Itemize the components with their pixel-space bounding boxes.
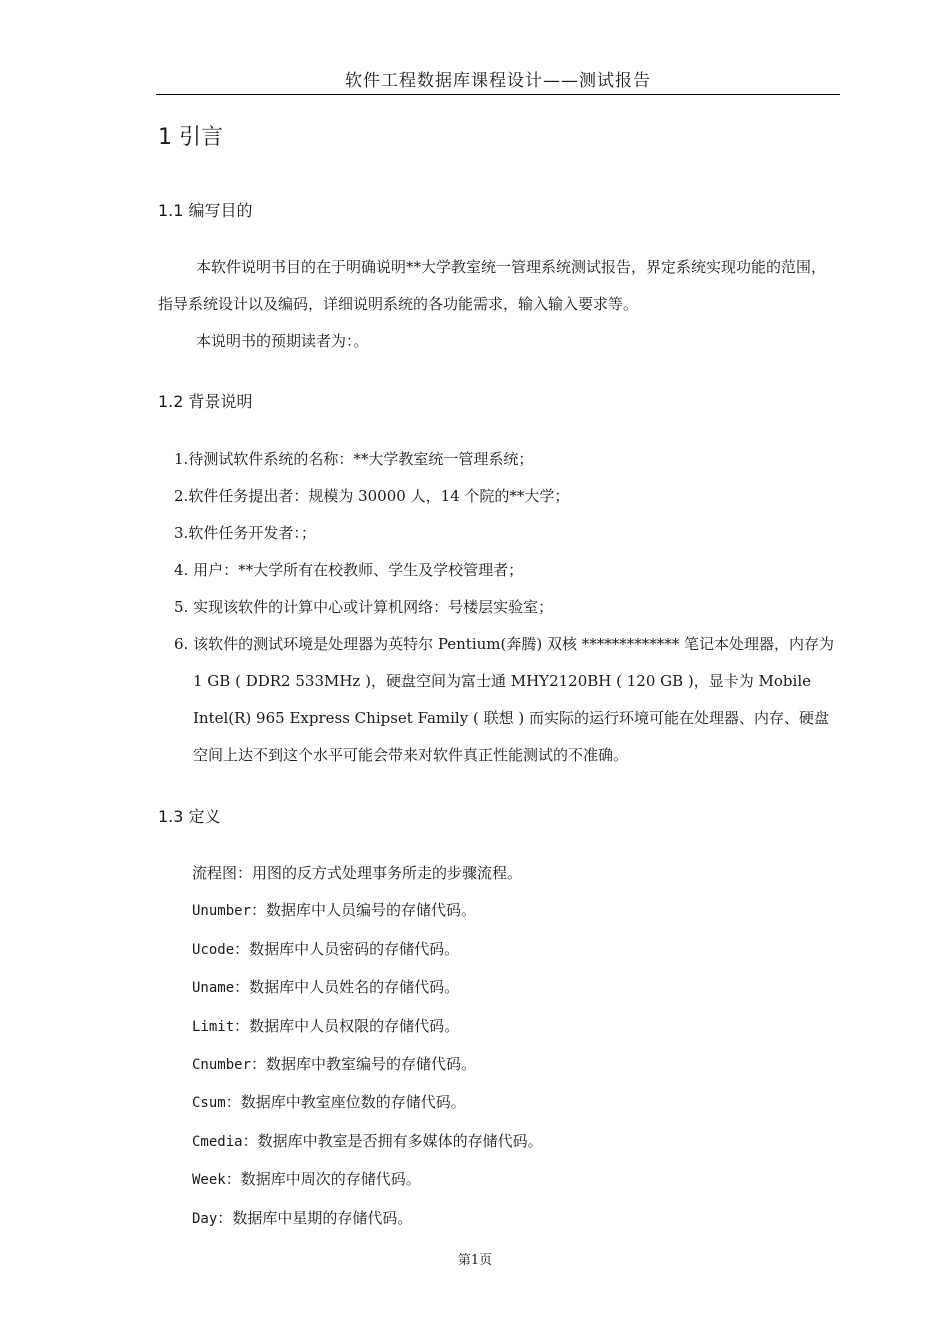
list-item: 3.软件任务开发者：； [174,524,316,542]
page-header-rule [156,94,840,95]
definition-item: Uname：数据库中人员姓名的存储代码。 [192,978,460,997]
list-item: 1.待测试软件系统的名称：**大学教室统一管理系统； [174,450,534,468]
definitions-list [192,855,543,1238]
section-1-heading: 1 引言 [158,125,223,150]
section-1-1-heading: 1.1 编写目的 [158,201,253,220]
definition-item: Cmedia：数据库中教室是否拥有多媒体的存储代码。 [192,1131,543,1150]
definition-item: Limit：数据库中人员权限的存储代码。 [192,1016,460,1035]
definition-item: Cnumber：数据库中教室编号的存储代码。 [192,1055,477,1074]
definition-item: Day：数据库中星期的存储代码。 [192,1208,413,1227]
definition-item: 流程图：用图的反方式处理事务所走的步骤流程。 [192,864,523,882]
definition-item: Ucode：数据库中人员密码的存储代码。 [192,939,460,958]
section-1-2-heading: 1.2 背景说明 [158,392,253,411]
definition-item: Unumber：数据库中人员编号的存储代码。 [192,901,477,920]
definition-item: Csum：数据库中教室座位数的存储代码。 [192,1093,466,1112]
definition-item: Week：数据库中周次的存储代码。 [192,1170,421,1189]
purpose-paragraph: 本软件说明书目的在于明确说明**大学教室统一管理系统测试报告，界定系统实现功能的范围，指导系统设计以及编码，详细说明系统的各功能需求，输入输入要求等。 [158,258,827,313]
list-item: 4. 用户：**大学所有在校教师、学生及学校管理者； [174,561,524,579]
section-1-3-heading: 1.3 定义 [158,807,221,826]
background-list [174,441,836,774]
list-item: 5. 实现该软件的计算中心或计算机网络：号楼层实验室； [174,598,554,616]
page-header-title: 软件工程数据库课程设计——测试报告 [345,71,651,91]
list-item: 2.软件任务提出者：规模为 30000 人，14 个院的**大学； [174,487,570,505]
readers-paragraph: 本说明书的预期读者为：。 [196,332,369,350]
page-number-footer: 第1页 [457,1253,493,1268]
list-item: 6. 该软件的测试环境是处理器为英特尔 Pentium(奔腾) 双核 ************* 笔记本处理器，内存为 1 GB ( DDR2 533MHz )，硬盘空间为富士通 MHY2120BH ( 120 GB )，显卡为 Mobile Intel(R) 965 Express Chipset Family ( 联想 ) 而实际的运行环境可能在处理器、内存、硬盘空间上达不到这个水平可能会带来对软件真正性能测试的不准确。 [174,635,835,764]
